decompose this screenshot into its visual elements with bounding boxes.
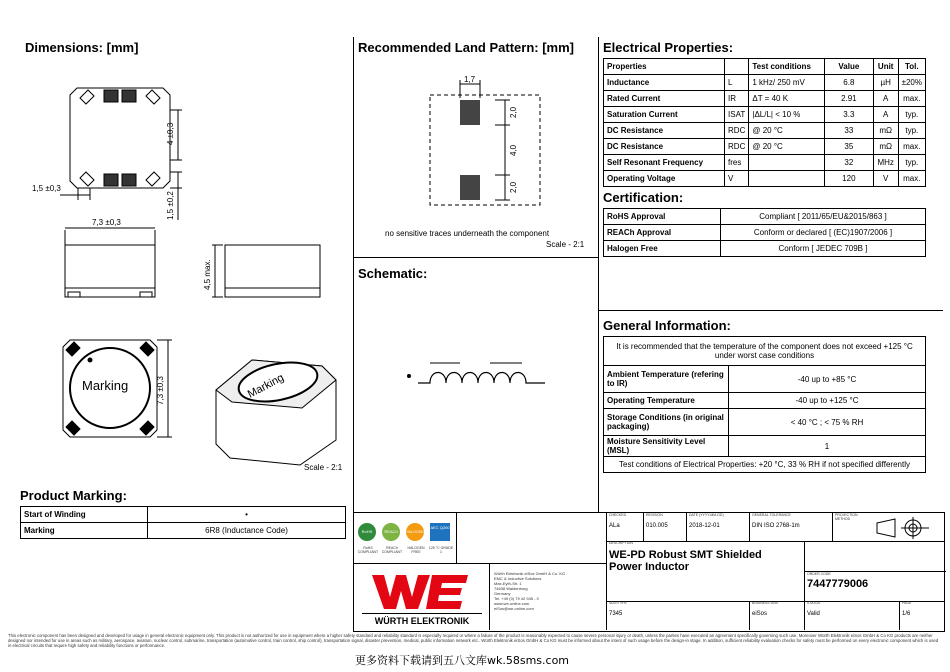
cell: 6R8 (Inductance Code) — [148, 523, 346, 539]
address-line: Germany — [494, 591, 511, 596]
cell: DC Resistance — [604, 123, 725, 139]
divider — [353, 37, 354, 512]
address-line: Tel. +49 (0) 79 42 945 - 0 — [494, 596, 539, 601]
schematic-inductor — [400, 355, 560, 395]
logo-area — [354, 563, 490, 630]
cell: A — [873, 107, 898, 123]
field-label: PAGE — [902, 601, 912, 605]
address-line: Würth Elektronik eiSos GmbH & Co. KG — [494, 571, 566, 576]
cell: Operating Temperature — [604, 393, 729, 409]
cell: mΩ — [873, 123, 898, 139]
cell — [749, 171, 825, 187]
cell: Inductance — [604, 75, 725, 91]
description: WE-PD Robust SMT Shielded — [609, 549, 762, 561]
field-label: GENERAL TOLERANCE — [752, 513, 791, 517]
cell: max. — [898, 139, 925, 155]
cell: 32 — [824, 155, 873, 171]
field-value: 1/6 — [902, 611, 911, 617]
address-block — [494, 571, 565, 611]
dim-label: 1,5 ±0,2 — [166, 191, 175, 220]
aec-icon: AEC Q200 — [430, 523, 450, 541]
title-row-2 — [607, 541, 944, 602]
cell: 3.3 — [824, 107, 873, 123]
field-label: DESCRIPTION — [609, 541, 633, 545]
divider — [598, 310, 943, 311]
order-code: 7447779006 — [807, 578, 869, 590]
general-title: General Information: — [603, 318, 731, 333]
cell: MHz — [873, 155, 898, 171]
dimensions-title: Dimensions: [mm] — [25, 40, 139, 55]
table-row — [604, 107, 926, 123]
col-header: Tol. — [898, 59, 925, 75]
cell: Ambient Temperature (refering to IR) — [604, 366, 729, 393]
cell: REACh Approval — [604, 225, 721, 241]
field-value: ALa — [609, 523, 620, 529]
table-row — [21, 523, 346, 539]
cell: @ 20 °C — [749, 139, 825, 155]
winding-dot — [88, 358, 93, 363]
table-row — [604, 171, 926, 187]
dim-label: 7,3 ±0,3 — [92, 218, 121, 227]
cell: Conform [ JEDEC 709B ] — [721, 241, 926, 257]
table-row — [604, 123, 926, 139]
cell: V — [725, 171, 749, 187]
cell: L — [725, 75, 749, 91]
cell: 1 — [729, 436, 926, 457]
table-row — [604, 337, 926, 366]
dim-label: 7,3 ±0,3 — [156, 376, 165, 405]
col-header: Test conditions — [749, 59, 825, 75]
cell: 2.91 — [824, 91, 873, 107]
certification-title: Certification: — [603, 190, 684, 205]
col-header: Unit — [873, 59, 898, 75]
cell: Test conditions of Electrical Properties: +20 °C, 33 % RH if not specified differently — [604, 457, 926, 473]
table-row — [604, 225, 926, 241]
cell: 6.8 — [824, 75, 873, 91]
badge-label: HALOGEN FREE — [407, 546, 425, 554]
cell: 120 — [824, 171, 873, 187]
title-row-1 — [607, 513, 944, 542]
cell — [749, 155, 825, 171]
cell: @ 20 °C — [749, 123, 825, 139]
cell: DC Resistance — [604, 139, 725, 155]
title-grid — [606, 513, 944, 630]
cell: mΩ — [873, 139, 898, 155]
field-label: ORDER CODE — [807, 572, 831, 576]
dim-label: 4,0 — [509, 144, 518, 156]
table-row — [604, 457, 926, 473]
cell: typ. — [898, 123, 925, 139]
table-header — [604, 59, 926, 75]
address-line: Max-Eyth-Str. 1 — [494, 581, 522, 586]
badge-label: REACh COMPLIANT — [381, 546, 403, 554]
land-note: no sensitive traces underneath the component — [385, 229, 550, 238]
cell: typ. — [898, 107, 925, 123]
field-label: DATE (YYYY-MM-DD) — [689, 513, 724, 517]
land-title: Recommended Land Pattern: [mm] — [358, 40, 574, 55]
certification-table — [603, 208, 926, 257]
reach-icon: REACh — [382, 523, 400, 541]
cell: µH — [873, 75, 898, 91]
cell: ±20% — [898, 75, 925, 91]
cell: Storage Conditions (in original packaging) — [604, 409, 729, 436]
badge-label: 125 °C GRADE 1 — [428, 546, 454, 554]
field-label: STATUS — [807, 601, 821, 605]
table-row — [604, 75, 926, 91]
cell: < 40 °C ; < 75 % RH — [729, 409, 926, 436]
table-row — [604, 139, 926, 155]
cell: IR — [725, 91, 749, 107]
cell: Self Resonant Frequency — [604, 155, 725, 171]
dim-label: 2,0 — [509, 106, 518, 118]
electrical-table — [603, 58, 926, 187]
divider — [598, 37, 599, 512]
table-row — [604, 436, 926, 457]
cell: It is recommended that the temperature of the component does not exceed +125 °C under worst case conditions — [604, 337, 926, 366]
field-label: BUSINESS UNIT — [752, 601, 779, 605]
field-value: DIN ISO 2768-1m — [752, 523, 800, 529]
electrical-title: Electrical Properties: — [603, 40, 734, 55]
field-value: eiSos — [752, 611, 768, 617]
cell: Start of Winding — [21, 507, 148, 523]
cell: ΔT = 40 K — [749, 91, 825, 107]
cert-badges — [354, 513, 457, 564]
table-row — [604, 366, 926, 393]
cell: Moisture Sensitivity Level (MSL) — [604, 436, 729, 457]
projection-icon — [873, 517, 933, 539]
field-value: 2018-12-01 — [689, 523, 720, 529]
table-row — [604, 155, 926, 171]
title-block — [353, 512, 945, 632]
dim-label: 4 ±0,3 — [166, 122, 175, 145]
we-logo-icon — [372, 571, 472, 611]
cell: RDC — [725, 123, 749, 139]
badge-label: RoHS COMPLIANT — [357, 546, 379, 554]
marking-text-3d: Marking — [245, 371, 286, 401]
company-name: WÜRTH ELEKTRONIK — [362, 613, 482, 626]
address-line: EMC & Inductive Solutions — [494, 576, 542, 581]
dimensions-drawing — [20, 60, 350, 480]
table-row — [604, 209, 926, 225]
cell: 35 — [824, 139, 873, 155]
scale-label: Scale - 2:1 — [304, 463, 343, 472]
cell: Conform or declared [ (EC)1907/2006 ] — [721, 225, 926, 241]
cell: typ. — [898, 155, 925, 171]
title-row-3 — [607, 601, 944, 630]
cell: 33 — [824, 123, 873, 139]
cell: fres — [725, 155, 749, 171]
cell: ISAT — [725, 107, 749, 123]
cell: |ΔL/L| < 10 % — [749, 107, 825, 123]
scale-label: Scale - 2:1 — [546, 240, 585, 249]
cell: V — [873, 171, 898, 187]
cell: RDC — [725, 139, 749, 155]
cell: 1 kHz/ 250 mV — [749, 75, 825, 91]
cell: • — [148, 507, 346, 523]
land-pattern-drawing — [355, 70, 595, 230]
cell: Saturation Current — [604, 107, 725, 123]
address-line: 74638 Waldenburg — [494, 586, 528, 591]
dim-label: 1,5 ±0,3 — [32, 184, 61, 193]
table-row — [604, 409, 926, 436]
col-header: Value — [824, 59, 873, 75]
watermark: 更多资料下载请到五八文库wk.58sms.com — [355, 654, 570, 667]
cell: Rated Current — [604, 91, 725, 107]
dim-label: 4,5 max. — [203, 259, 212, 290]
cell: Marking — [21, 523, 148, 539]
description: Power Inductor — [609, 561, 690, 573]
field-value: Valid — [807, 611, 820, 617]
table-row — [21, 507, 346, 523]
col-header: Properties — [604, 59, 725, 75]
field-label: CHECKED — [609, 513, 627, 517]
schematic-title: Schematic: — [358, 266, 428, 281]
table-row — [604, 91, 926, 107]
cell: max. — [898, 91, 925, 107]
cell: max. — [898, 171, 925, 187]
cell: Operating Voltage — [604, 171, 725, 187]
marking-title: Product Marking: — [20, 488, 127, 503]
field-value: 7345 — [609, 611, 623, 617]
title-block-spacer — [456, 513, 606, 564]
rohs-icon: RoHS — [358, 523, 376, 541]
address-line: www.we-online.com — [494, 601, 530, 606]
address-line: eiSos@we-online.com — [494, 606, 534, 611]
disclaimer: This electronic component has been designed and developed for usage in general electronic equipment only. This product is not authorized for use in equipment where a higher safety standard and reliability standard is especially required or where a failure of the product is reasonably expected to cause severe personal injury or death, unless the parties have executed an agreement specifically governing such use. Moreover Würth Elektronik eiSos GmbH & Co KG products are neither designed nor intended for use in areas such as military, aerospace, aviation, nuclear control, submarine, transportation (automotive control, train control, ship control), transportation signal, disaster prevention, medical, public information network etc.. Würth Elektronik eiSos GmbH & Co KG must be informed about the intent of such usage before the design-in stage. In addition, sufficient reliability evaluation checks for safety must be performed on every electronic component which is used in electrical circuits that require high safety and reliability functions or performance. — [8, 633, 939, 648]
field-label: PROJECTION METHOD — [835, 513, 858, 521]
field-label: REVISION — [646, 513, 663, 517]
cell: -40 up to +85 °C — [729, 366, 926, 393]
cell: Compliant [ 2011/65/EU&2015/863 ] — [721, 209, 926, 225]
divider — [353, 257, 598, 258]
dim-label: 2,0 — [509, 181, 518, 193]
field-value: 010.005 — [646, 523, 668, 529]
col-header — [725, 59, 749, 75]
dim-label: 1,7 — [464, 75, 476, 84]
field-label: SIZE/TYPE — [609, 601, 627, 605]
cell: Halogen Free — [604, 241, 721, 257]
general-table — [603, 336, 926, 473]
cell: RoHS Approval — [604, 209, 721, 225]
halogen-icon: HALOGEN — [406, 523, 424, 541]
marking-table — [20, 506, 346, 539]
table-row — [604, 393, 926, 409]
cell: -40 up to +125 °C — [729, 393, 926, 409]
cell: A — [873, 91, 898, 107]
table-row — [604, 241, 926, 257]
marking-text: Marking — [82, 378, 129, 393]
